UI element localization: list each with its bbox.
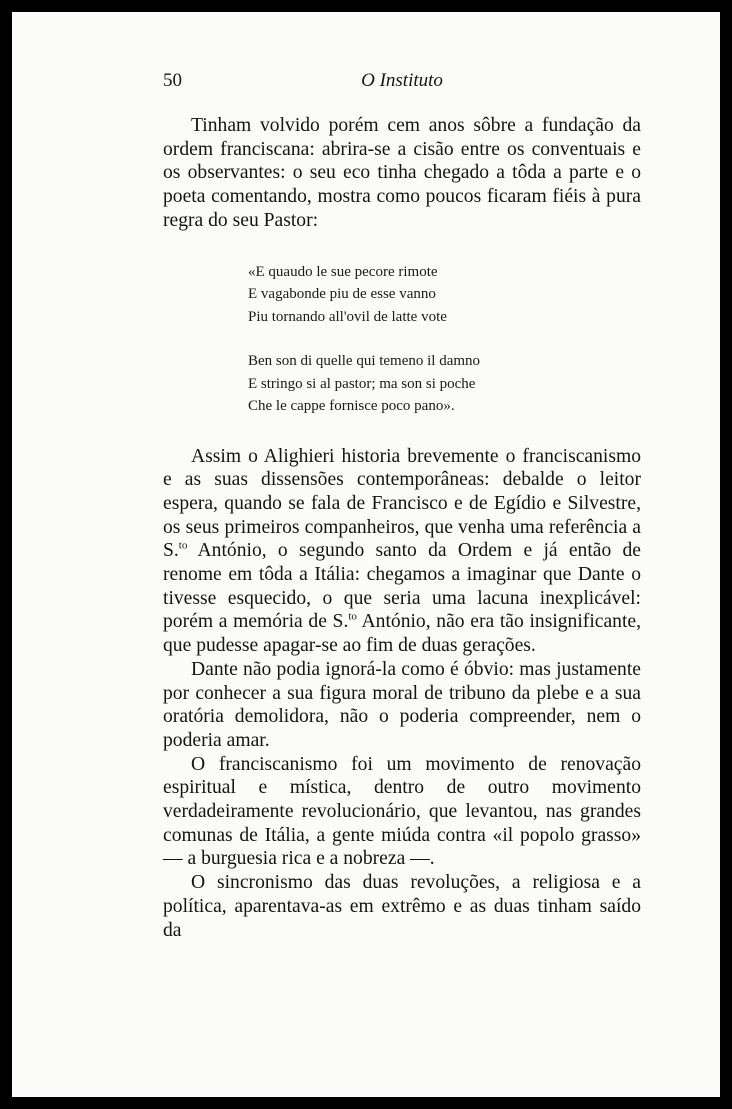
verse-line: Che le cappe fornisce poco pano».: [248, 398, 455, 415]
paragraph-4: O franciscanismo foi um movimento de renovação espiritual e mística, dentro de outro movimento verdadeiramente revolucionário, que levantou, nas grandes comunas de Itália, a gente miúda contra «il popolo grasso» — a burguesia rica e a nobreza —.: [163, 753, 641, 870]
verse-stanza-1: [248, 261, 641, 329]
paragraph-5: O sincronismo das duas revoluções, a religiosa e a política, aparentava-as em extrêmo e as duas tinham saído da: [163, 872, 641, 941]
verse-quotation: [248, 261, 641, 418]
page-header: [163, 70, 641, 110]
paragraph-2-part-b: António, o segundo santo da Ordem e já então de renome em tôda a Itália: chegamos a imaginar que Dante o tivesse esquecido, o que seria uma lacuna inexplicável: porém a memória de S.: [163, 540, 641, 633]
verse-line: Piu tornando all'ovil de latte vote: [248, 308, 447, 325]
superscript-to: to: [348, 610, 357, 623]
paragraph-2-part-a: Assim o Alighieri historia brevemente o franciscanismo e as suas dissensões contemporâneas: debalde o leitor espera, quando se fala de Francisco e de Egídio e Silvestre, os seus primeiros companheiros, que venha uma referência a S.: [163, 445, 641, 562]
superscript-to: to: [178, 539, 188, 552]
verse-line: E vagabonde piu de esse vanno: [248, 286, 436, 303]
verse-line: E stringo si al pastor; ma son si poche: [248, 375, 476, 392]
page-number: 50: [163, 70, 182, 91]
verse-stanza-2: [248, 350, 641, 418]
paragraph-2: [163, 445, 641, 658]
page-body: [163, 114, 641, 942]
paragraph-1: Tinham volvido porém cem anos sôbre a fundação da ordem franciscana: abrira-se a cisão entre os conventuais e os observantes: o seu eco tinha chegado a tôda a parte e o poeta comentando, mostra como poucos ficaram fiéis à pura regra do seu Pastor:: [163, 115, 641, 231]
running-title: O Instituto: [361, 70, 443, 91]
verse-line: Ben son di quelle qui temeno il damno: [248, 353, 481, 370]
paragraph-2-part-c: António, não era tão insignificante, que pudesse apagar-se ao fim de duas gerações.: [163, 611, 641, 657]
verse-line: «E quaudo le sue pecore rimote: [248, 263, 438, 280]
book-page: [12, 12, 720, 1097]
paragraph-3: Dante não podia ignorá-la como é óbvio: mas justamente por conhecer a sua figura moral de tribuno da plebe e a sua oratória demolidora, não o poderia compreender, nem o poderia amar.: [163, 658, 641, 751]
